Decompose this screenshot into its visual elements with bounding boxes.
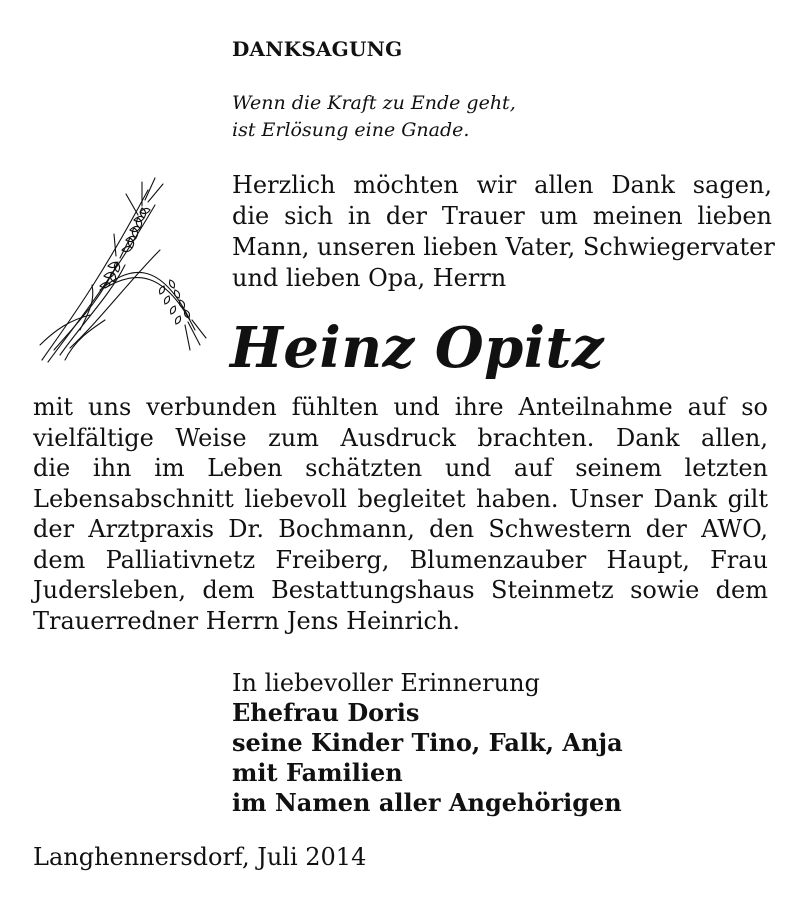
intro-paragraph [232,170,775,294]
deceased-name: Heinz Opitz [230,315,605,381]
body-line: Lebensabschnitt liebevoll begleitet haben. Unser Dank gilt [33,484,768,513]
intro-line: die sich in der Trauer um meinen lieben [232,202,772,230]
body-line: die ihn im Leben schätzten und auf seinem letzten [33,454,768,482]
intro-line: und lieben Opa, Herrn [232,264,507,292]
motto-line: Wenn die Kraft zu Ende geht, [232,92,516,114]
motto [232,90,516,144]
closing-intro: In liebevoller Erinnerung [232,669,540,697]
body-line: dem Palliativnetz Freiberg, Blumenzauber Haupt, Frau [33,545,768,574]
closing-block [232,668,623,818]
intro-line: Mann, unseren lieben Vater, Schwiegervater [232,233,775,261]
signer-line: seine Kinder Tino, Falk, Anja [232,728,623,757]
place-date: Langhennersdorf, Juli 2014 [33,843,367,871]
signer-line: mit Familien [232,758,403,787]
body-line: der Arztpraxis Dr. Bochmann, den Schwestern der AWO, [33,515,768,543]
notice-heading: DANKSAGUNG [232,37,403,61]
body-line: Trauerredner Herrn Jens Heinrich. [33,606,461,635]
wheat-icon [30,170,210,370]
body-line: vielfältige Weise zum Ausdruck brachten. Dank allen, [33,423,768,452]
body-line: mit uns verbunden fühlten und ihre Anteilnahme auf so [33,393,768,421]
signer-line: Ehefrau Doris [232,698,420,727]
intro-line: Herzlich möchten wir allen Dank sagen, [232,171,772,199]
body-line: Judersleben, dem Bestattungshaus Steinmetz sowie dem [33,576,768,604]
signer-line: im Namen aller Angehörigen [232,788,622,817]
motto-line: ist Erlösung eine Gnade. [232,119,470,141]
body-paragraph [33,392,768,636]
